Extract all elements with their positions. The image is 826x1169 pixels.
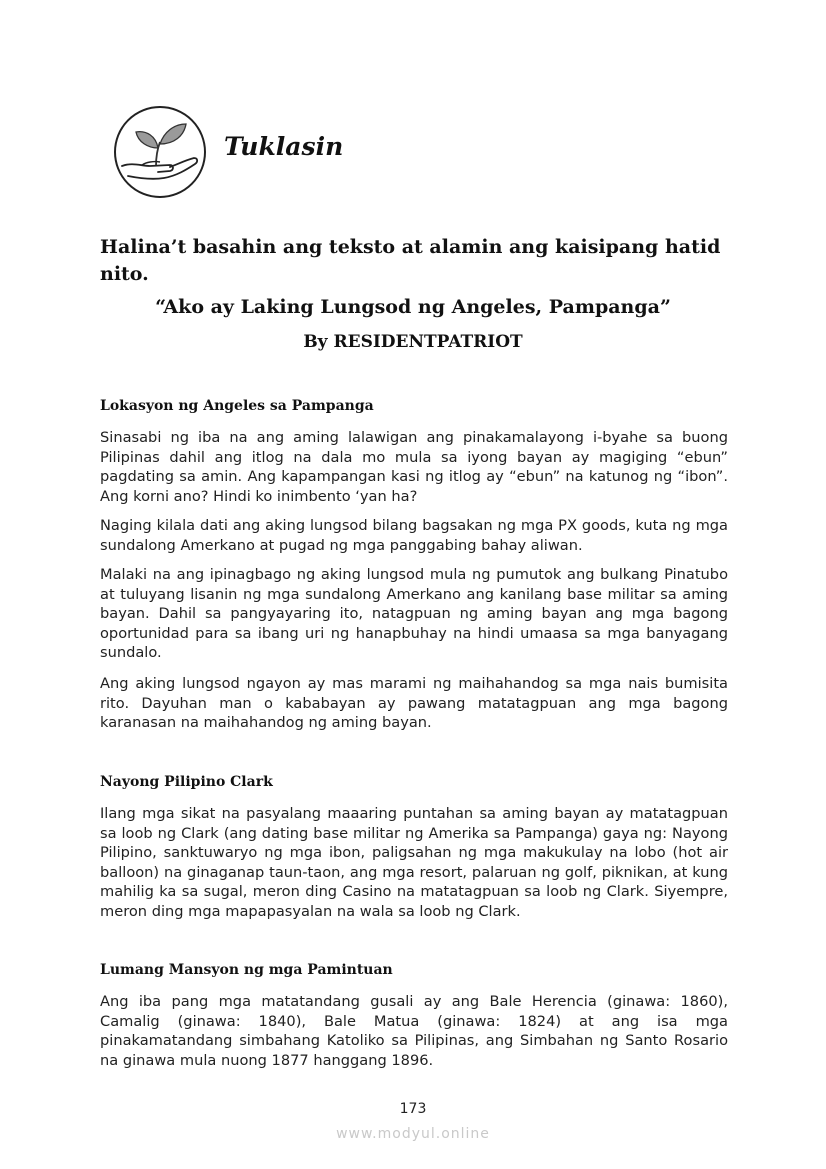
paragraph: Ang iba pang mga matatandang gusali ay ang Bale Herencia (ginawa: 1860), Camalig (ginawa: 1840), Bale Matua (ginawa: 1824) at ang isa mga pinakamatandang simbahang Katoliko sa Pilipinas, ang Simbahan ng Santo Rosario na ginawa mula nuong 1877 hanggang 1896. (100, 993, 728, 1069)
article-title: “Ako ay Laking Lungsod ng Angeles, Pampanga” (155, 296, 671, 318)
paragraph: Naging kilala dati ang aking lungsod bilang bagsakan ng mga PX goods, kuta ng mga sundalong Amerkano at pugad ng mga panggabing bahay aliwan. (100, 517, 728, 554)
section-heading-lokasyon: Lokasyon ng Angeles sa Pampanga (100, 398, 374, 414)
paragraph: Sinasabi ng iba na ang aming lalawigan ang pinakamalayong i-byahe sa buong Pilipinas dahil ang itlog na dala mo mula sa iyong bayan ay magiging “ebun” pagdating sa amin. Ang kapampangan kasi ng itlog ay “ebun” na katunog ng “ibon”. Ang korni ano? Hindi ko inimbento ‘yan ha? (100, 429, 728, 505)
paragraph: Ang aking lungsod ngayon ay mas marami ng maihahandog sa mga nais bumisita rito. Dayuhan man o kababayan ay pawang matatagpuan ang mga bagong karanasan na maihahandog ng aming bayan. (100, 675, 728, 731)
section-heading-nayong-pilipino: Nayong Pilipino Clark (100, 774, 273, 790)
paragraph: Ilang mga sikat na pasyalang maaaring puntahan sa aming bayan ay matatagpuan sa loob ng Clark (ang dating base militar ng Amerika sa Pampanga) gaya ng: Nayong Pilipino, sanktuwaryo ng mga ibon, paligsahan ng mga makukulay na lobo (hot air balloon) na ginaganap taun-taon, ang mga resort, palaruan ng golf, piknikan, at kung mahilig ka sa sugal, meron ding Casino na matatagpuan sa loob ng Clark. Siyempre, meron ding mga mapapasyalan na wala sa loob ng Clark. (100, 805, 728, 920)
intro-instruction: Halina’t basahin ang teksto at alamin ang kaisipang hatid nito. (100, 236, 721, 285)
section-heading-pamintuan: Lumang Mansyon ng mga Pamintuan (100, 962, 393, 978)
watermark: www.modyul.online (336, 1126, 490, 1142)
page-number: 173 (399, 1101, 427, 1117)
section-title: Tuklasin (224, 132, 344, 161)
article-byline: By RESIDENTPATRIOT (303, 332, 523, 352)
hand-sprout-icon (112, 104, 208, 200)
paragraph: Malaki na ang ipinagbago ng aking lungsod mula ng pumutok ang bulkang Pinatubo at tuluyang lisanin ng mga sundalong Amerkano ang kanilang base militar sa aming bayan. Dahil sa pangyayaring ito, natagpuan ng aming bayan ang mga bagong oportunidad para sa ibang uri ng hanapbuhay na hindi umaasa sa mga banyagang sundalo. (100, 566, 728, 661)
